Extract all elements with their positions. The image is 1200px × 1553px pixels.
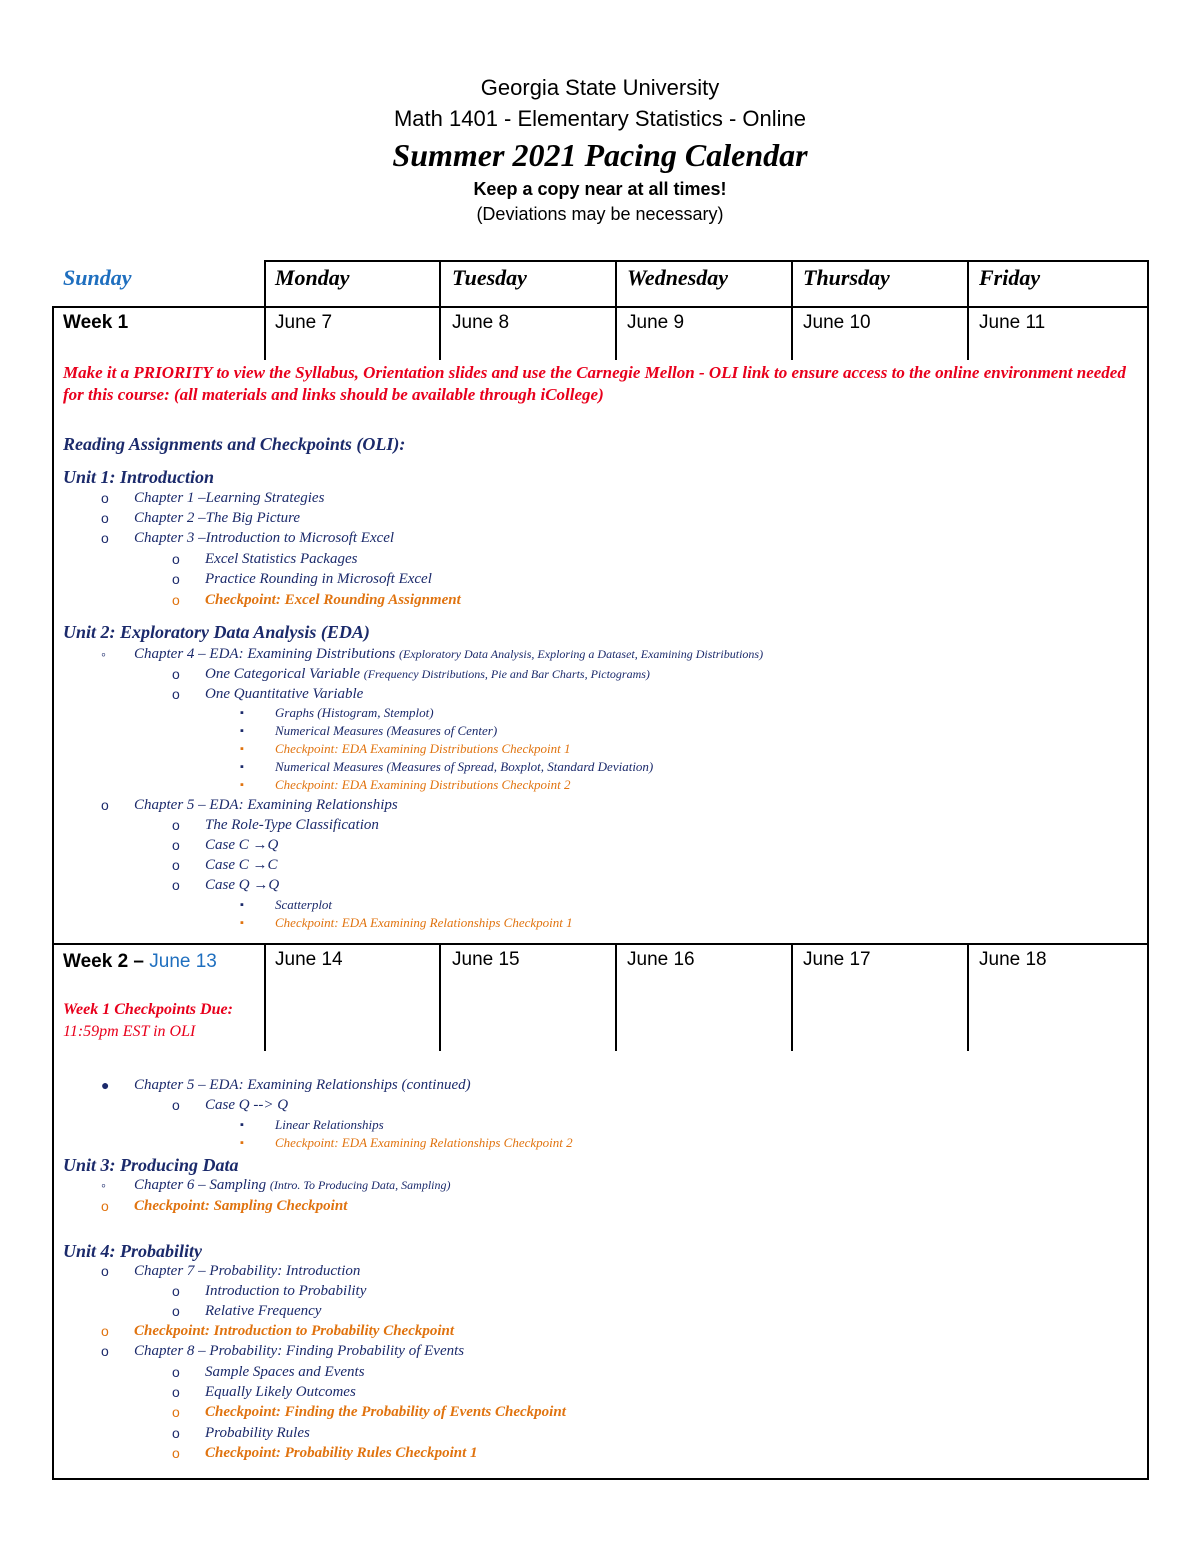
list-item: o Introduction to Probability bbox=[172, 1283, 367, 1299]
checkpoint-item: o Checkpoint: Probability Rules Checkpoint 1 bbox=[172, 1445, 478, 1461]
header-row-divider bbox=[52, 306, 1149, 308]
week1-date: June 10 bbox=[803, 312, 871, 333]
list-item: ◦ Chapter 6 – Sampling (Intro. To Producing Data, Sampling) bbox=[101, 1177, 451, 1193]
day-header-wednesday: Wednesday bbox=[627, 265, 729, 290]
week1-checkpoints-due: Week 1 Checkpoints Due: bbox=[63, 1001, 233, 1018]
list-item: ▪ Linear Relationships bbox=[240, 1117, 384, 1132]
deviation-note: (Deviations may be necessary) bbox=[476, 204, 724, 224]
list-item: o Probability Rules bbox=[172, 1425, 310, 1441]
keep-copy-note: Keep a copy near at all times! bbox=[473, 179, 727, 199]
list-item: ▪ Graphs (Histogram, Stemplot) bbox=[240, 705, 434, 720]
list-item: o Chapter 8 – Probability: Finding Probability of Events bbox=[101, 1343, 465, 1359]
week1-date: June 7 bbox=[275, 312, 333, 333]
checkpoint-item: o Checkpoint: Excel Rounding Assignment bbox=[172, 592, 461, 608]
week2-date: June 14 bbox=[275, 949, 343, 970]
university-name: Georgia State University bbox=[480, 75, 720, 100]
list-item: o Excel Statistics Packages bbox=[172, 551, 358, 567]
col-divider bbox=[791, 943, 793, 1051]
day-header-sunday: Sunday bbox=[63, 265, 132, 290]
table-left-border bbox=[52, 306, 54, 1480]
course-name: Math 1401 - Elementary Statistics - Online bbox=[393, 106, 807, 131]
list-item: o Case Q →Q bbox=[172, 877, 280, 893]
page-title: Summer 2021 Pacing Calendar bbox=[392, 137, 808, 173]
checkpoint-item: o Checkpoint: Introduction to Probability Checkpoint bbox=[101, 1323, 455, 1339]
list-item: o Relative Frequency bbox=[172, 1303, 322, 1319]
checkpoint-item: o Checkpoint: Sampling Checkpoint bbox=[101, 1198, 348, 1214]
week2-date: June 18 bbox=[979, 949, 1047, 970]
checkpoint-item: ▪ Checkpoint: EDA Examining Relationships Checkpoint 2 bbox=[240, 1135, 573, 1150]
list-item: o One Quantitative Variable bbox=[172, 686, 364, 702]
table-top-border bbox=[264, 260, 1149, 262]
list-item: ▪ Numerical Measures (Measures of Spread, Boxplot, Standard Deviation) bbox=[240, 759, 654, 774]
week1-date: June 11 bbox=[979, 312, 1046, 333]
list-item: o Chapter 3 –Introduction to Microsoft Excel bbox=[101, 530, 395, 546]
week1-date: June 8 bbox=[452, 312, 510, 333]
week1-label: Week 1 bbox=[63, 312, 129, 333]
week2-date: June 16 bbox=[627, 949, 695, 970]
col-divider bbox=[264, 943, 266, 1051]
list-item: ▪ Numerical Measures (Measures of Center) bbox=[240, 723, 498, 738]
table-bottom-border bbox=[52, 1478, 1149, 1480]
week1-date: June 9 bbox=[627, 312, 685, 333]
week2-label: Week 2 – June 13 bbox=[63, 951, 217, 972]
list-item: o Equally Likely Outcomes bbox=[172, 1384, 356, 1400]
col-divider bbox=[439, 943, 441, 1051]
priority-notice: Make it a PRIORITY to view the Syllabus, Orientation slides and use the Carnegie Mellon - OLI link to ensure access to the online environment needed for this course: (all materials and links should be available through iCollege) bbox=[63, 363, 1126, 404]
list-item: ● Chapter 5 – EDA: Examining Relationships (continued) bbox=[101, 1077, 471, 1093]
week2-date: June 15 bbox=[452, 949, 520, 970]
col-divider bbox=[264, 260, 266, 360]
checkpoint-item: ▪ Checkpoint: EDA Examining Relationships Checkpoint 1 bbox=[240, 915, 573, 930]
unit3-heading: Unit 3: Producing Data bbox=[63, 1155, 239, 1175]
day-header-thursday: Thursday bbox=[803, 265, 890, 290]
list-item: o Case Q --> Q bbox=[172, 1097, 289, 1113]
list-item: o Chapter 1 –Learning Strategies bbox=[101, 490, 325, 506]
list-item: o The Role-Type Classification bbox=[172, 817, 379, 833]
list-item: o Chapter 2 –The Big Picture bbox=[101, 510, 301, 526]
list-item: o Case C →C bbox=[172, 857, 278, 873]
list-item: o Chapter 7 – Probability: Introduction bbox=[101, 1263, 361, 1279]
list-item: o One Categorical Variable (Frequency Distributions, Pie and Bar Charts, Pictograms) bbox=[172, 666, 650, 682]
checkpoint-item: ▪ Checkpoint: EDA Examining Distributions Checkpoint 1 bbox=[240, 741, 571, 756]
list-item: o Chapter 5 – EDA: Examining Relationships bbox=[101, 797, 398, 813]
reading-assignments-heading: Reading Assignments and Checkpoints (OLI): bbox=[63, 434, 406, 454]
week-divider bbox=[52, 943, 1149, 945]
unit2-heading: Unit 2: Exploratory Data Analysis (EDA) bbox=[63, 622, 370, 642]
list-item: o Practice Rounding in Microsoft Excel bbox=[172, 571, 432, 587]
day-header-friday: Friday bbox=[979, 265, 1041, 290]
checkpoint-item: ▪ Checkpoint: EDA Examining Distributions Checkpoint 2 bbox=[240, 777, 571, 792]
list-item: ◦ Chapter 4 – EDA: Examining Distributions (Exploratory Data Analysis, Exploring a Dataset, Examining Distributions) bbox=[101, 646, 764, 662]
due-time: 11:59pm EST in OLI bbox=[63, 1023, 196, 1040]
col-divider bbox=[615, 260, 617, 360]
day-header-monday: Monday bbox=[275, 265, 350, 290]
day-header-tuesday: Tuesday bbox=[452, 265, 527, 290]
week2-date: June 17 bbox=[803, 949, 871, 970]
table-right-border bbox=[1147, 260, 1149, 1480]
list-item: ▪ Scatterplot bbox=[240, 897, 333, 912]
list-item: o Case C →Q bbox=[172, 837, 279, 853]
col-divider bbox=[439, 260, 441, 360]
col-divider bbox=[615, 943, 617, 1051]
col-divider bbox=[791, 260, 793, 360]
col-divider bbox=[967, 260, 969, 360]
col-divider bbox=[967, 943, 969, 1051]
unit1-heading: Unit 1: Introduction bbox=[63, 467, 215, 487]
list-item: o Sample Spaces and Events bbox=[172, 1364, 365, 1380]
unit4-heading: Unit 4: Probability bbox=[63, 1241, 202, 1261]
checkpoint-item: o Checkpoint: Finding the Probability of Events Checkpoint bbox=[172, 1404, 566, 1420]
